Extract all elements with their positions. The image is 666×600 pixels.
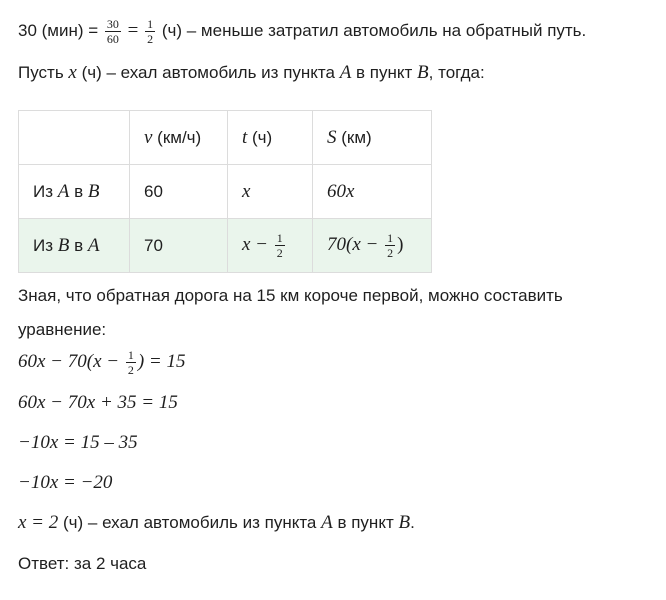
time-value: x — [228, 165, 313, 219]
fraction-1-2: $\frac{1}{2}$ — [147, 17, 154, 46]
distance-value: 70(x − $\frac{1}{2}$ ) — [313, 219, 432, 273]
speed-value: 60 — [130, 165, 228, 219]
equation-3: −10x = 15 – 35 — [18, 432, 138, 453]
fraction-1-2: $\frac{1}{2}$ — [276, 231, 283, 260]
paragraph-line-1: Зная, что обратная дорога на 15 км короче первой, можно составить — [18, 286, 563, 305]
paragraph-line-2: уравнение: — [18, 320, 107, 339]
line1-rest: (ч) – меньше затратил автомобиль на обратный путь. — [161, 20, 587, 40]
equation-4: −10x = −20 — [18, 472, 113, 493]
lhs-text: 30 (мин) = — [18, 20, 99, 40]
final-result-line: x = 2 (ч) – ехал автомобиль из пункта A в пункт B. — [18, 512, 415, 533]
fraction-30-60: $\frac{30}{60}$ — [106, 17, 119, 46]
row-label-b-to-a: Из B в A — [19, 219, 130, 273]
fraction-1-2: $\frac{1}{2}$ — [127, 348, 134, 377]
speed-value: 70 — [130, 219, 228, 273]
line-let-x: Пусть x (ч) – ехал автомобиль из пункта A в пункт B, тогда: — [18, 62, 485, 83]
equation-1: 60x − 70(x − $\frac{1}{2}$ ) = 15 — [18, 348, 186, 377]
motion-table — [18, 110, 432, 273]
answer-text: Ответ: за 2 часа — [18, 554, 147, 573]
table-row — [19, 165, 432, 219]
equation-2: 60x − 70x + 35 = 15 — [18, 392, 178, 413]
row-label-a-to-b: Из A в B — [19, 165, 130, 219]
line-time-difference: 30 (мин) = $\frac{30}{60}$ = $\frac{1}{2}$ (ч) – меньше затратил автомобиль на обратный путь. — [18, 17, 587, 46]
header-empty-cell — [19, 111, 130, 165]
distance-value: 60x — [313, 165, 432, 219]
header-time-cell: t (ч) — [228, 111, 313, 165]
header-speed-cell: v (км/ч) — [130, 111, 228, 165]
header-distance-cell: S (км) — [313, 111, 432, 165]
fraction-1-2: $\frac{1}{2}$ — [387, 231, 394, 260]
table-header-row — [19, 111, 432, 165]
time-value: x − $\frac{1}{2}$ — [228, 219, 313, 273]
table-row — [19, 219, 432, 273]
